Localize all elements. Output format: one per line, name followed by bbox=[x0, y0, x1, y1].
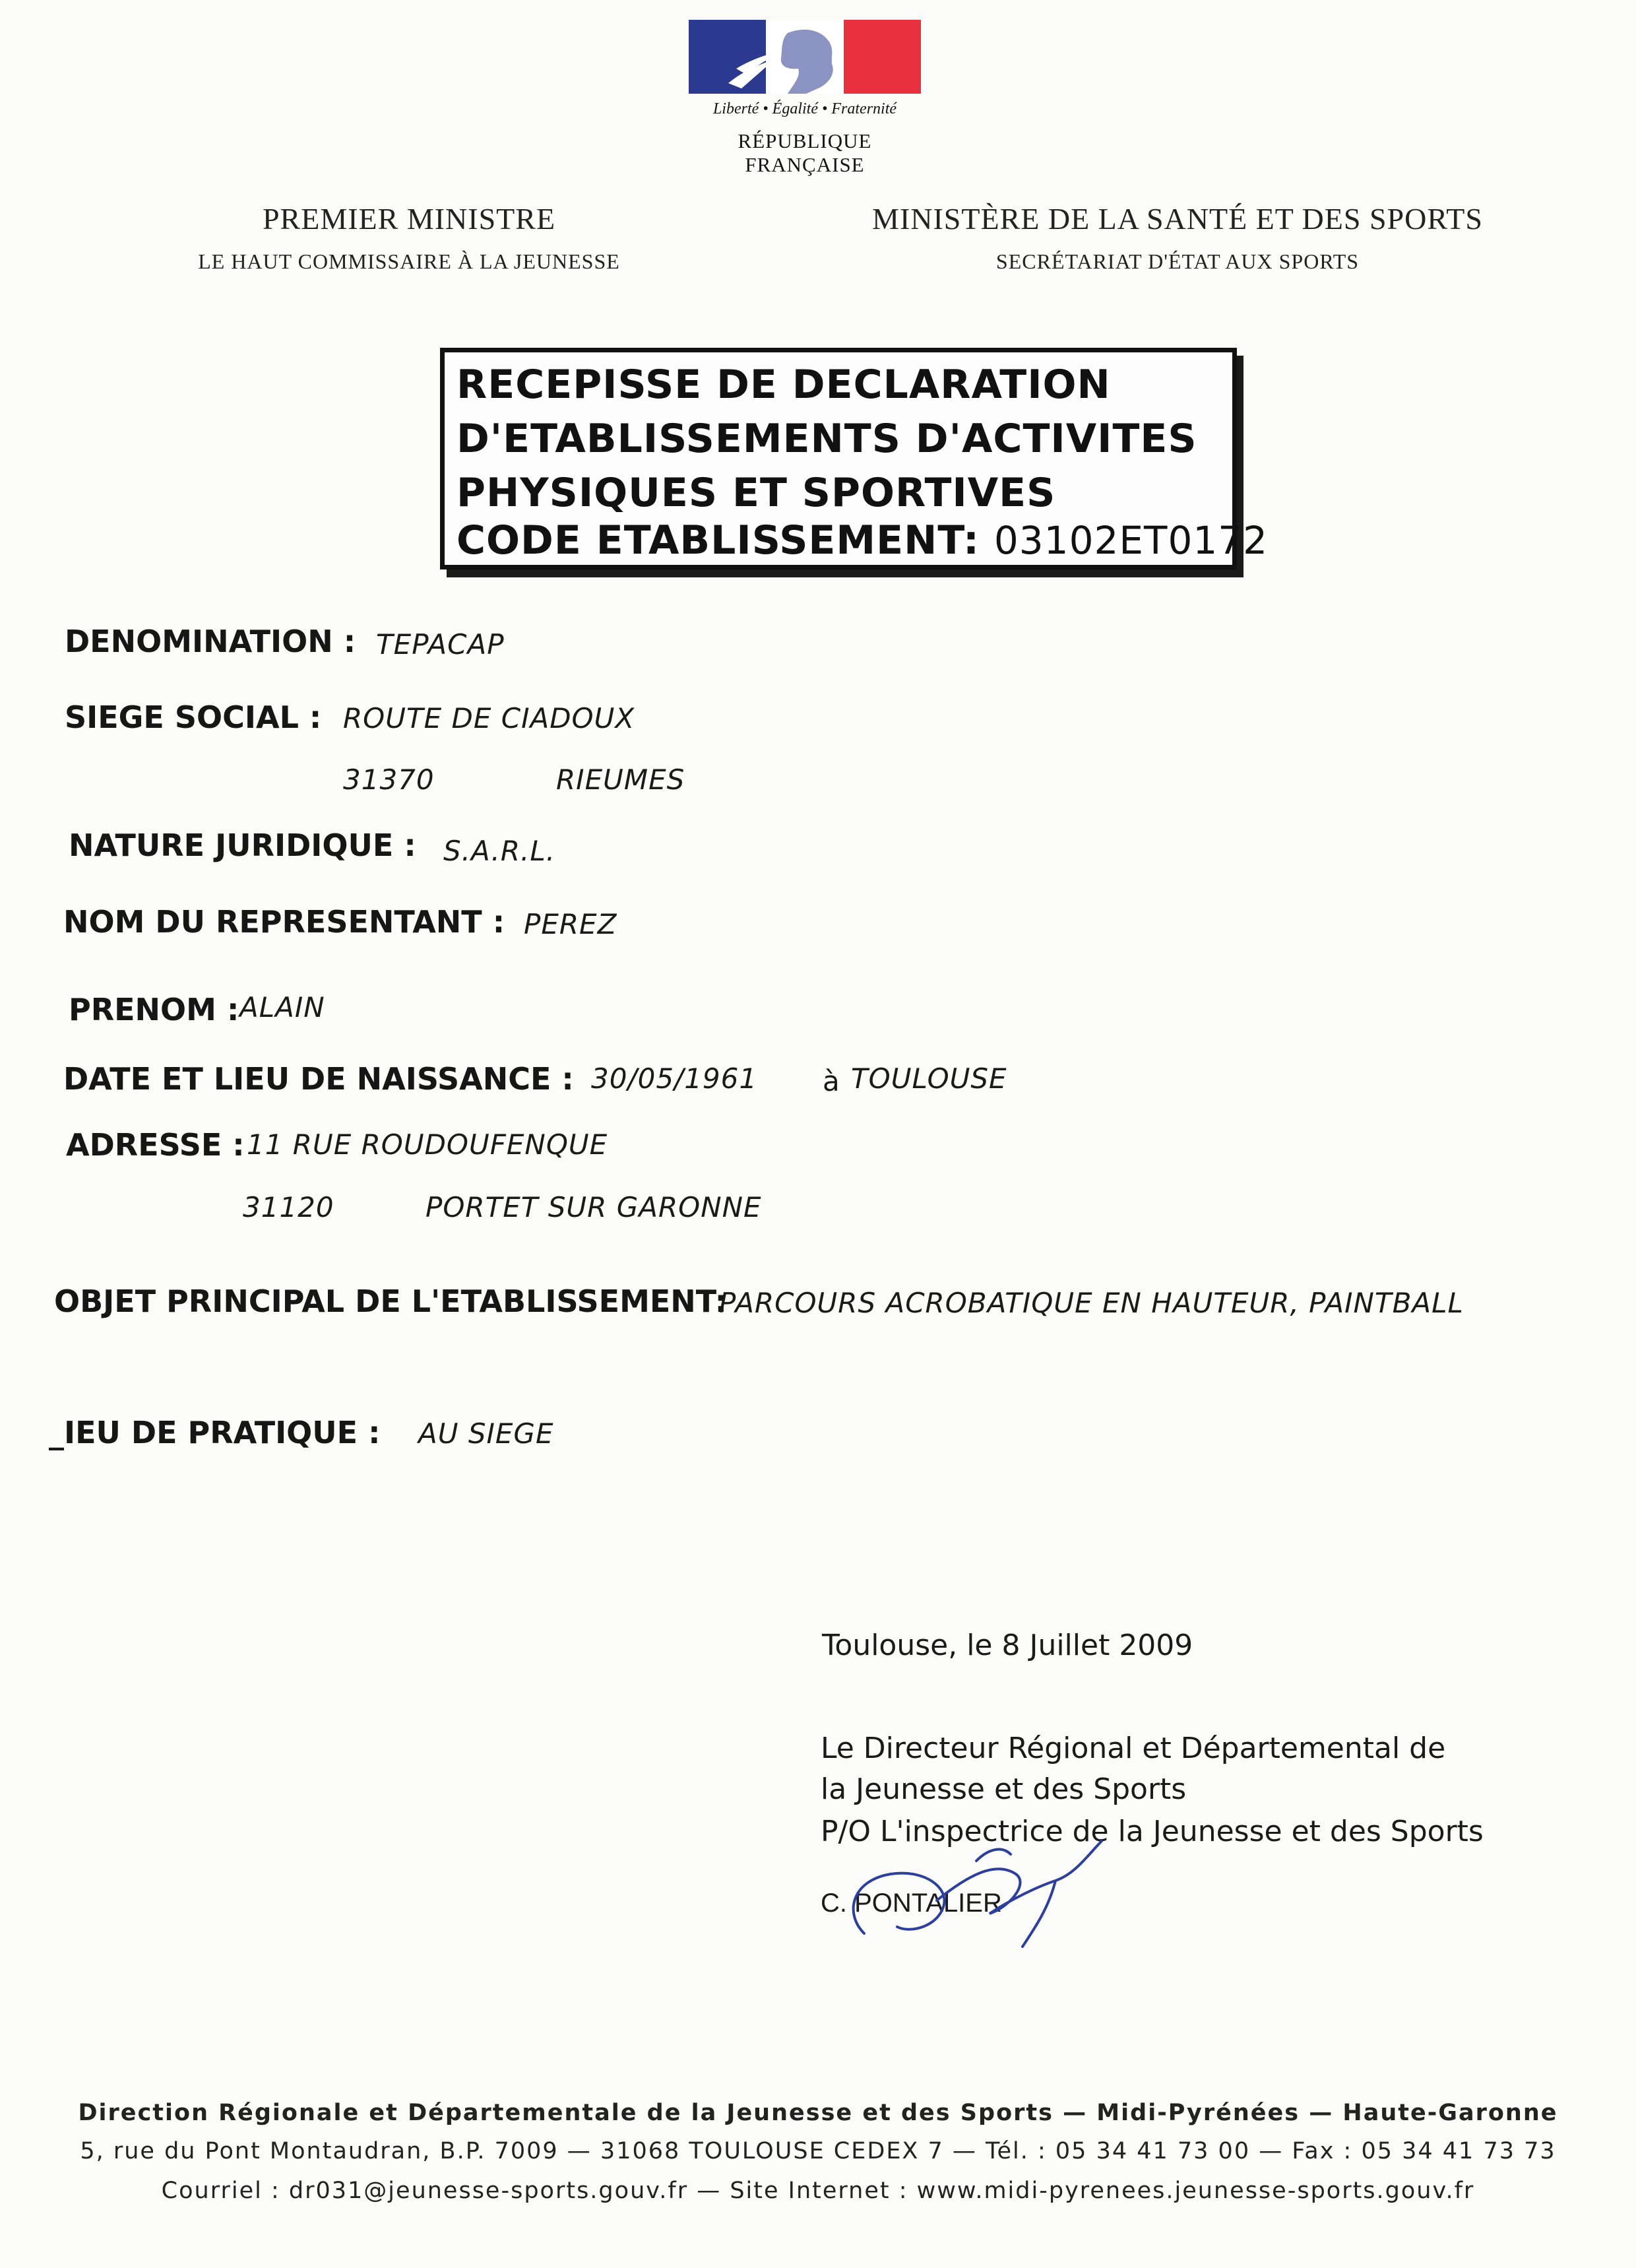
siege-city: RIEUMES bbox=[556, 763, 685, 796]
lieu-value: AU SIEGE bbox=[418, 1417, 554, 1450]
signatory-name: C. PONTALIER bbox=[821, 1889, 1002, 1918]
title-line-3: PHYSIQUES ET SPORTIVES bbox=[456, 470, 1056, 516]
naissance-separator: à bbox=[823, 1065, 840, 1097]
nom-label: NOM DU REPRESENTANT : bbox=[63, 904, 505, 940]
code-label-text: CODE ETABLISSEMENT: bbox=[456, 517, 980, 564]
naissance-label: DATE ET LIEU DE NAISSANCE : bbox=[63, 1061, 574, 1097]
republic-name: RÉPUBLIQUE FRANÇAISE bbox=[738, 129, 872, 176]
adresse-label: ADRESSE : bbox=[66, 1127, 245, 1163]
right-ministry-subtitle: SECRÉTARIAT D'ÉTAT AUX SPORTS bbox=[995, 249, 1360, 273]
naissance-place: TOULOUSE bbox=[851, 1062, 1007, 1095]
footer-line-3: Courriel : dr031@jeunesse-sports.gouv.fr — Site Internet : www.midi-pyrenees.jeunesse-sports.gouv.fr bbox=[161, 2178, 1475, 2204]
signature-line-3: P/O L'inspectrice de la Jeunesse et des Sports bbox=[821, 1815, 1484, 1848]
prenom-value: ALAIN bbox=[239, 991, 325, 1023]
adresse-street: 11 RUE ROUDOUFENQUE bbox=[247, 1128, 608, 1161]
handwritten-signature-icon bbox=[838, 1834, 1141, 1953]
nature-value: S.A.R.L. bbox=[443, 835, 556, 867]
receipt-title-box bbox=[440, 348, 1269, 569]
left-ministry-subtitle: LE HAUT COMMISSAIRE À LA JEUNESSE bbox=[198, 249, 620, 273]
left-ministry-title: PREMIER MINISTRE bbox=[262, 202, 556, 236]
signature-line-1: Le Directeur Régional et Départemental de bbox=[821, 1732, 1446, 1765]
nom-value: PEREZ bbox=[524, 908, 617, 940]
signature-line-2: la Jeunesse et des Sports bbox=[821, 1772, 1187, 1806]
title-line-1: RECEPISSE DE DECLARATION bbox=[456, 362, 1111, 408]
denomination-label: DENOMINATION : bbox=[65, 624, 356, 659]
objet-value: PARCOURS ACROBATIQUE EN HAUTEUR, PAINTBALL bbox=[719, 1287, 1464, 1319]
naissance-date: 30/05/1961 bbox=[591, 1062, 758, 1095]
denomination-value: TEPACAP bbox=[376, 628, 505, 661]
siege-street: ROUTE DE CIADOUX bbox=[343, 702, 635, 734]
footer-line-1: Direction Régionale et Départementale de la Jeunesse et des Sports — Midi-Pyrénées — Haute-Garonne bbox=[78, 2100, 1558, 2126]
lieu-label: _IEU DE PRATIQUE : bbox=[49, 1415, 381, 1450]
date-place: Toulouse, le 8 Juillet 2009 bbox=[822, 1629, 1193, 1662]
footer-line-2: 5, rue du Pont Montaudran, B.P. 7009 — 31068 TOULOUSE CEDEX 7 — Tél. : 05 34 41 73 00 — Fax : 05 34 41 73 73 bbox=[80, 2138, 1556, 2164]
nature-label: NATURE JURIDIQUE : bbox=[69, 827, 416, 863]
title-line-2: D'ETABLISSEMENTS D'ACTIVITES bbox=[456, 416, 1197, 462]
motto: Liberté • Égalité • Fraternité bbox=[712, 100, 897, 117]
adresse-city: PORTET SUR GARONNE bbox=[425, 1191, 762, 1223]
code-label bbox=[456, 517, 1268, 564]
code-value: 03102ET0172 bbox=[993, 518, 1269, 563]
marianne-flag-icon bbox=[689, 20, 921, 94]
siege-postcode: 31370 bbox=[343, 763, 435, 796]
objet-label: OBJET PRINCIPAL DE L'ETABLISSEMENT: bbox=[54, 1283, 728, 1319]
right-ministry-title: MINISTÈRE DE LA SANTÉ ET DES SPORTS bbox=[872, 202, 1483, 236]
siege-label: SIEGE SOCIAL : bbox=[65, 699, 322, 735]
republic-logo bbox=[686, 20, 924, 176]
prenom-label: PRENOM : bbox=[69, 992, 239, 1027]
adresse-postcode: 31120 bbox=[243, 1191, 334, 1223]
